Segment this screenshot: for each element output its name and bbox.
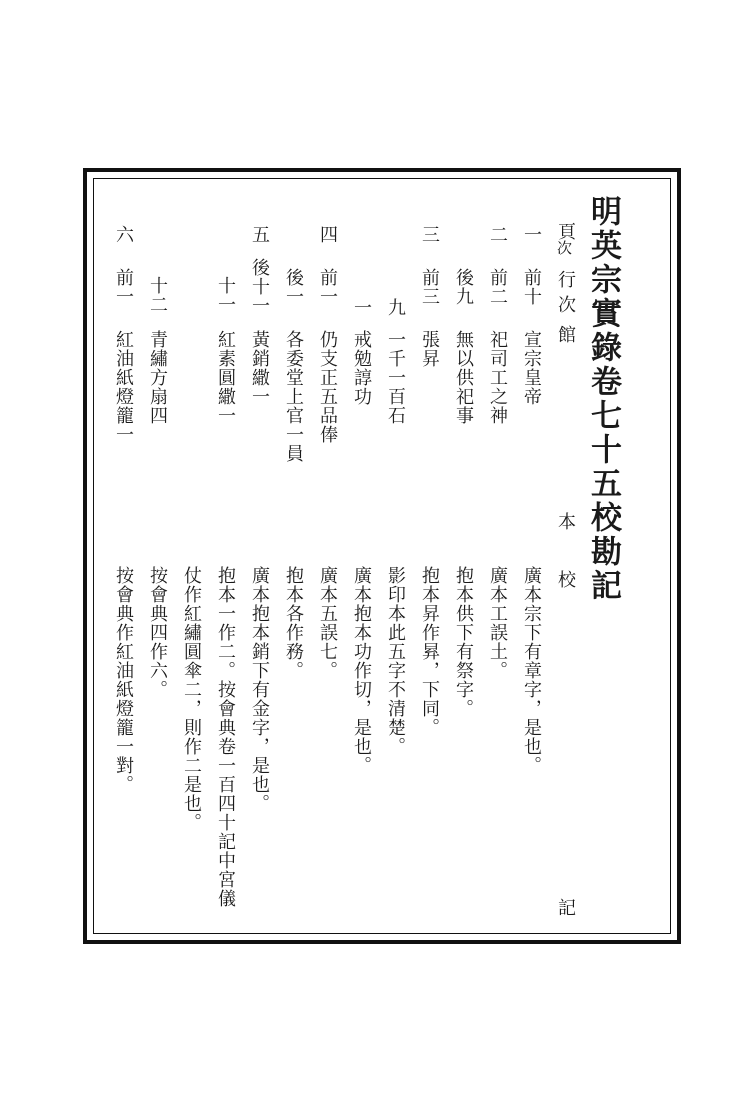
- entry-2-text: 祀司工之神: [487, 330, 508, 425]
- entry-10-line: 十一: [215, 276, 236, 314]
- header-order: 次: [555, 240, 573, 256]
- header-museum: 館: [555, 325, 576, 344]
- entry-8-line: 後一: [283, 268, 304, 306]
- entry-10-note-b: 仗作紅繡圓傘二，則作二是也。: [181, 566, 202, 832]
- entry-5-note: 影印本此五字不清楚。: [385, 566, 406, 756]
- page-title: 明英宗實錄卷七十五校勘記: [585, 195, 621, 603]
- entry-7-page: 四: [317, 225, 338, 244]
- entry-5-line: 九: [385, 298, 406, 317]
- entry-6-text: 戒勉諄功: [351, 330, 372, 406]
- entry-7-text: 仍支正五品俸: [317, 330, 338, 444]
- header-ji: 記: [555, 898, 576, 917]
- entry-10-note-a: 抱本一作二。按會典卷一百四十記中宮儀: [215, 566, 236, 908]
- entry-7-line: 前一: [317, 268, 338, 306]
- entry-9-line: 後十一: [249, 258, 270, 315]
- entry-4-note: 抱本昇作昪，下同。: [419, 566, 440, 737]
- entry-10-text: 紅素圓繖一: [215, 330, 236, 425]
- entry-3-text: 無以供祀事: [453, 330, 474, 425]
- entry-12-note: 按會典作紅油紙燈籠一對。: [113, 566, 134, 794]
- entry-5-text: 一千一百石: [385, 330, 406, 425]
- entry-12-text: 紅油紙燈籠一: [113, 330, 134, 444]
- entry-2-note: 廣本工誤土。: [487, 566, 508, 680]
- entry-1-page: 一: [521, 225, 542, 244]
- entry-9-note: 廣本抱本銷下有金字，是也。: [249, 566, 270, 813]
- entry-4-line: 前三: [419, 268, 440, 306]
- header-jiao: 校: [555, 570, 576, 589]
- header-ben: 本: [555, 512, 576, 531]
- header-order2: 次: [555, 295, 576, 314]
- entry-7-note: 廣本五誤七。: [317, 566, 338, 680]
- entry-3-note: 抱本供下有祭字。: [453, 566, 474, 718]
- entry-8-text: 各委堂上官一員: [283, 330, 304, 463]
- entry-1-line: 前十: [521, 268, 542, 306]
- entry-12-line: 前一: [113, 268, 134, 306]
- entry-4-page: 三: [419, 225, 440, 244]
- entry-1-text: 宣宗皇帝: [521, 330, 542, 406]
- entry-6-line: 一: [351, 298, 372, 317]
- entry-3-line: 後九: [453, 268, 474, 306]
- entry-9-text: 黃銷繖一: [249, 330, 270, 406]
- entry-12-page: 六: [113, 225, 134, 244]
- entry-4-text: 張昇: [419, 330, 440, 368]
- header-line: 行: [555, 270, 576, 289]
- entry-2-line: 前二: [487, 268, 508, 306]
- entry-9-page: 五: [249, 225, 270, 244]
- entry-2-page: 二: [487, 225, 508, 244]
- entry-11-line: 十二: [147, 276, 168, 314]
- entry-1-note: 廣本宗下有章字，是也。: [521, 566, 542, 775]
- entry-11-text: 青繡方扇四: [147, 330, 168, 425]
- entry-8-note: 抱本各作務。: [283, 566, 304, 680]
- entry-6-note: 廣本抱本功作切，是也。: [351, 566, 372, 775]
- entry-11-note: 按會典四作六。: [147, 566, 168, 699]
- header-page: 頁: [555, 222, 576, 241]
